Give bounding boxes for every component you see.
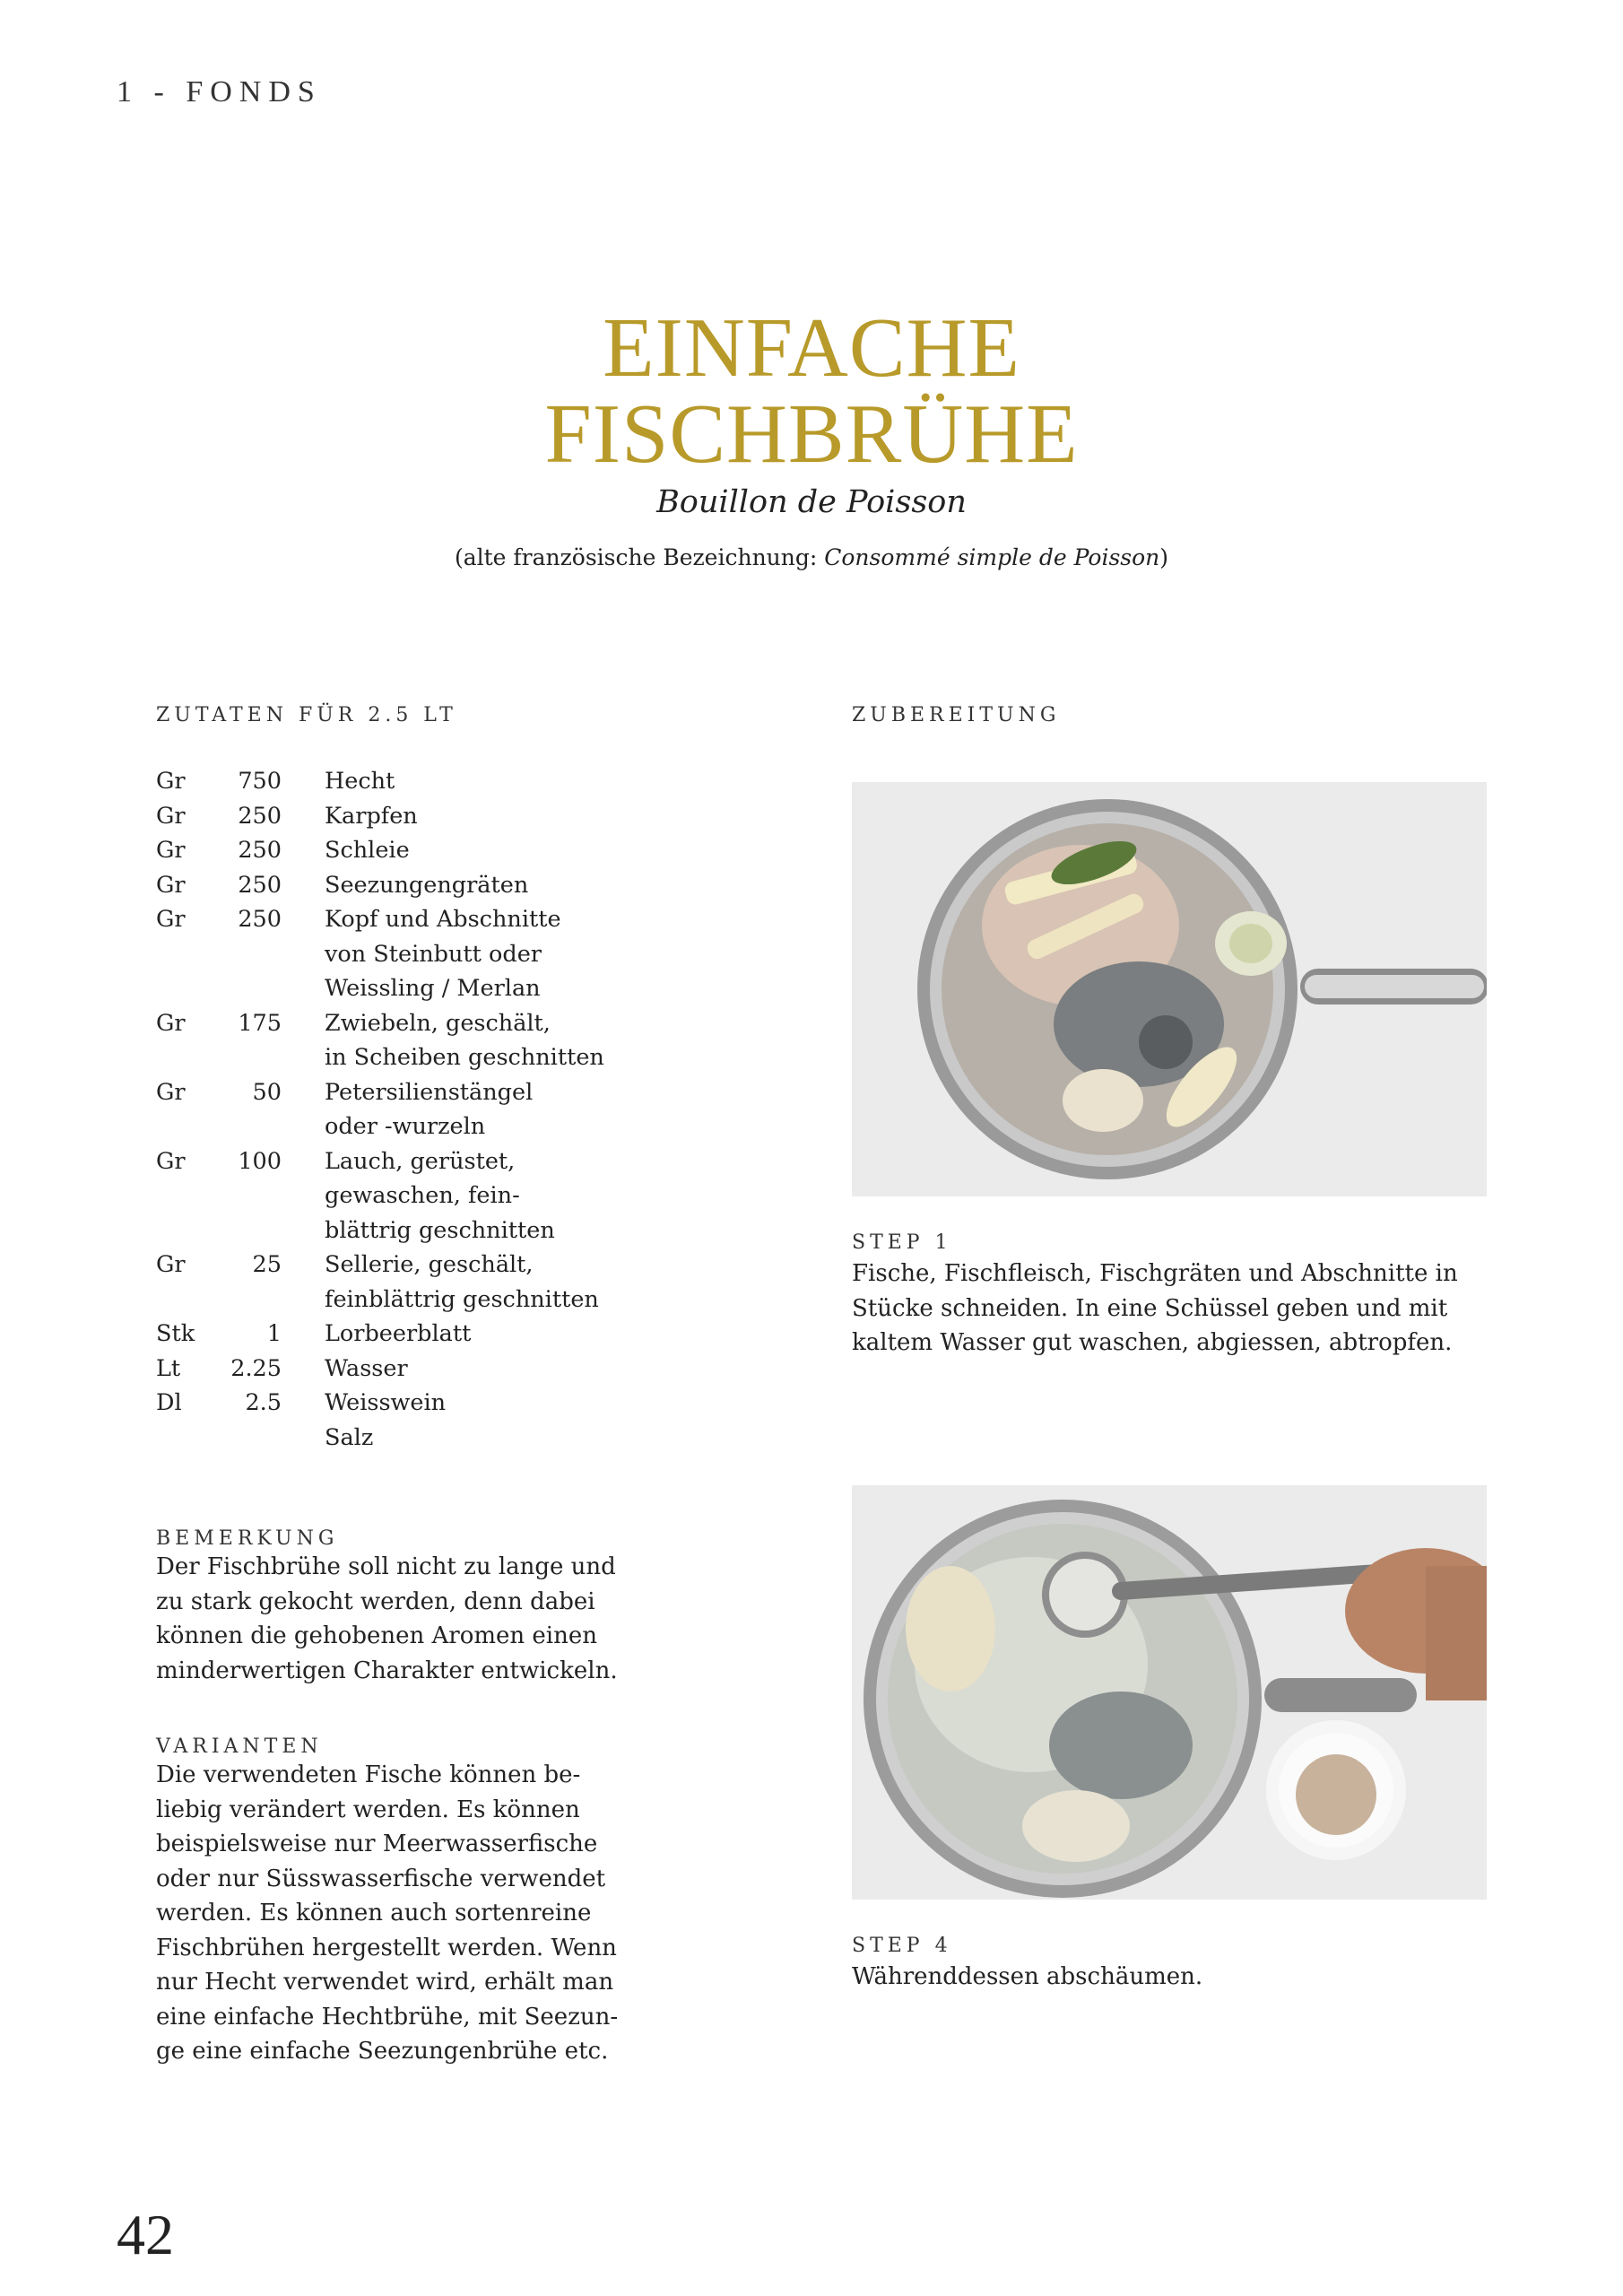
ingredient-row: [156, 764, 604, 799]
ingredient-qty: 1: [266, 1320, 282, 1347]
ingredient-qty: [219, 1213, 325, 1248]
ingredient-unit: Gr: [156, 906, 186, 933]
ingredient-unit: [156, 1040, 219, 1075]
ingredient-unit: Gr: [156, 837, 186, 864]
ingredient-row: [156, 1178, 604, 1213]
text-line: Fische, Fischfleisch, Fischgräten und Abschnitte in: [852, 1260, 1458, 1287]
ingredient-unit: [156, 1283, 219, 1318]
preparation-heading: ZUBEREITUNG: [852, 704, 1061, 726]
step4-label: STEP 4: [852, 1935, 952, 1957]
ingredient-name: blättrig geschnitten: [325, 1216, 555, 1244]
ingredient-unit: Gr: [156, 871, 186, 899]
text-line: können die gehobenen Aromen einen: [156, 1622, 597, 1649]
ingredient-qty: [219, 1109, 325, 1144]
ingredient-row: [156, 1421, 604, 1456]
ingredient-name: Zwiebeln, geschält,: [325, 1009, 551, 1037]
text-line: minderwertigen Charakter entwickeln.: [156, 1657, 618, 1684]
page-number: 42: [117, 2203, 174, 2266]
ingredient-row: [156, 799, 604, 834]
ingredient-name: feinblättrig geschnitten: [325, 1285, 599, 1313]
ingredient-name: Sellerie, geschält,: [325, 1251, 534, 1278]
ingredient-qty: 250: [238, 871, 282, 899]
ingredient-row: [156, 1213, 604, 1248]
ingredient-name: Lauch, gerüstet,: [325, 1147, 516, 1175]
ingredient-row: [156, 1075, 604, 1110]
ingredient-unit: [156, 1213, 219, 1248]
recipe-title: [0, 301, 1623, 481]
variants-heading: VARIANTEN: [156, 1735, 323, 1758]
step1-label: STEP 1: [852, 1231, 952, 1254]
ingredient-name: Lorbeerblatt: [325, 1320, 472, 1347]
text-line: ge eine einfache Seezungenbrühe etc.: [156, 2038, 609, 2065]
running-head: 1 - FONDS: [117, 75, 322, 109]
ingredient-name: Weissling / Merlan: [325, 975, 541, 1002]
recipe-title-line-2: FISCHBRÜHE: [544, 387, 1079, 481]
ingredient-name: Karpfen: [325, 802, 418, 830]
ingredient-unit: Gr: [156, 1147, 186, 1175]
ingredient-row: [156, 1109, 604, 1144]
ingredients-heading: ZUTATEN FÜR 2.5 LT: [156, 704, 457, 726]
step4-photo: [852, 1485, 1487, 1900]
ingredient-qty: 250: [238, 802, 282, 830]
remark-heading: BEMERKUNG: [156, 1527, 339, 1550]
ingredient-qty: 50: [252, 1078, 282, 1106]
text-line: kaltem Wasser gut waschen, abgiessen, abtropfen.: [852, 1329, 1453, 1356]
text-line: werden. Es können auch sortenreine: [156, 1900, 592, 1926]
ingredient-row: [156, 971, 604, 1006]
text-line: Stücke schneiden. In eine Schüssel geben und mit: [852, 1294, 1448, 1322]
ingredient-qty: [219, 971, 325, 1006]
ingredient-qty: [219, 1421, 325, 1456]
step1-photo: [852, 782, 1487, 1196]
ingredient-name: Hecht: [325, 768, 395, 795]
ingredient-name: oder -wurzeln: [325, 1113, 486, 1140]
ingredient-unit: Gr: [156, 1251, 186, 1278]
text-line: eine einfache Hechtbrühe, mit Seezun-: [156, 2003, 619, 2031]
ingredient-name: Salz: [325, 1423, 374, 1451]
ingredient-qty: 250: [238, 906, 282, 933]
ingredients-table: [156, 764, 604, 1455]
ingredient-unit: [156, 1109, 219, 1144]
recipe-alt-name: [0, 544, 1623, 570]
ingredient-unit: [156, 1178, 219, 1213]
ingredient-unit: Gr: [156, 768, 186, 795]
ingredient-name: Petersilienstängel: [325, 1078, 534, 1106]
ingredient-name: Seezungengräten: [325, 871, 529, 899]
recipe-subtitle: Bouillon de Poisson: [656, 484, 967, 520]
ingredient-row: [156, 1248, 604, 1283]
ingredient-row: [156, 1352, 604, 1387]
ingredient-unit: Gr: [156, 1078, 186, 1106]
text-line: liebig verändert werden. Es können: [156, 1796, 580, 1823]
ingredient-qty: 25: [252, 1251, 282, 1278]
ingredient-row: [156, 1144, 604, 1179]
text-line: oder nur Süsswasserfische verwendet: [156, 1865, 606, 1892]
ingredient-unit: Stk: [156, 1320, 195, 1347]
ingredient-row: [156, 1040, 604, 1075]
ingredient-row: [156, 937, 604, 972]
ingredient-row: [156, 1006, 604, 1041]
ingredient-name: Kopf und Abschnitte: [325, 906, 561, 933]
alt-name-italic: Consommé simple de Poisson: [824, 544, 1160, 570]
variants-text: [156, 1758, 618, 2069]
ingredient-qty: [219, 1040, 325, 1075]
ingredient-row: [156, 1386, 604, 1421]
ingredient-unit: Gr: [156, 1009, 186, 1037]
ingredient-unit: Gr: [156, 802, 186, 830]
ingredient-row: [156, 868, 604, 903]
ingredient-unit: Lt: [156, 1354, 181, 1382]
ingredient-name: in Scheiben geschnitten: [325, 1044, 604, 1071]
step1-pot-illustration: [852, 782, 1487, 1196]
ingredient-row: [156, 1283, 604, 1318]
step4-text: [852, 1960, 1202, 1995]
ingredient-qty: 2.5: [245, 1389, 282, 1416]
ingredient-qty: 250: [238, 837, 282, 864]
ingredient-unit: [156, 937, 219, 972]
ingredient-row: [156, 1317, 604, 1352]
text-line: Die verwendeten Fische können be-: [156, 1761, 581, 1788]
ingredient-qty: [219, 937, 325, 972]
text-line: Fischbrühen hergestellt werden. Wenn: [156, 1934, 617, 1961]
ingredient-unit: [156, 1421, 219, 1456]
ingredient-name: Weisswein: [325, 1389, 447, 1416]
text-line: zu stark gekocht werden, denn dabei: [156, 1587, 595, 1615]
ingredient-qty: [219, 1283, 325, 1318]
text-line: nur Hecht verwendet wird, erhält man: [156, 1969, 614, 1996]
ingredient-row: [156, 833, 604, 868]
step1-text: [852, 1257, 1458, 1361]
ingredient-name: Wasser: [325, 1354, 408, 1382]
step4-pot-illustration: [852, 1485, 1487, 1900]
alt-name-suffix: ): [1159, 544, 1169, 570]
remark-text: [156, 1550, 618, 1688]
ingredient-name: gewaschen, fein-: [325, 1182, 520, 1209]
recipe-title-line-1: EINFACHE: [603, 301, 1020, 395]
ingredient-qty: 2.25: [230, 1354, 282, 1382]
text-line: Der Fischbrühe soll nicht zu lange und: [156, 1553, 616, 1580]
ingredient-qty: 750: [238, 768, 282, 795]
ingredient-row: [156, 902, 604, 937]
text-line: beispielsweise nur Meerwasserfische: [156, 1831, 598, 1857]
text-line: Währenddessen abschäumen.: [852, 1963, 1203, 1990]
ingredient-name: von Steinbutt oder: [325, 940, 542, 968]
ingredient-qty: [219, 1178, 325, 1213]
ingredient-unit: Dl: [156, 1389, 182, 1416]
ingredient-qty: 175: [238, 1009, 282, 1037]
ingredient-qty: 100: [238, 1147, 282, 1175]
ingredient-name: Schleie: [325, 837, 410, 864]
ingredient-unit: [156, 971, 219, 1006]
alt-name-prefix: (alte französische Bezeichnung:: [454, 544, 825, 570]
